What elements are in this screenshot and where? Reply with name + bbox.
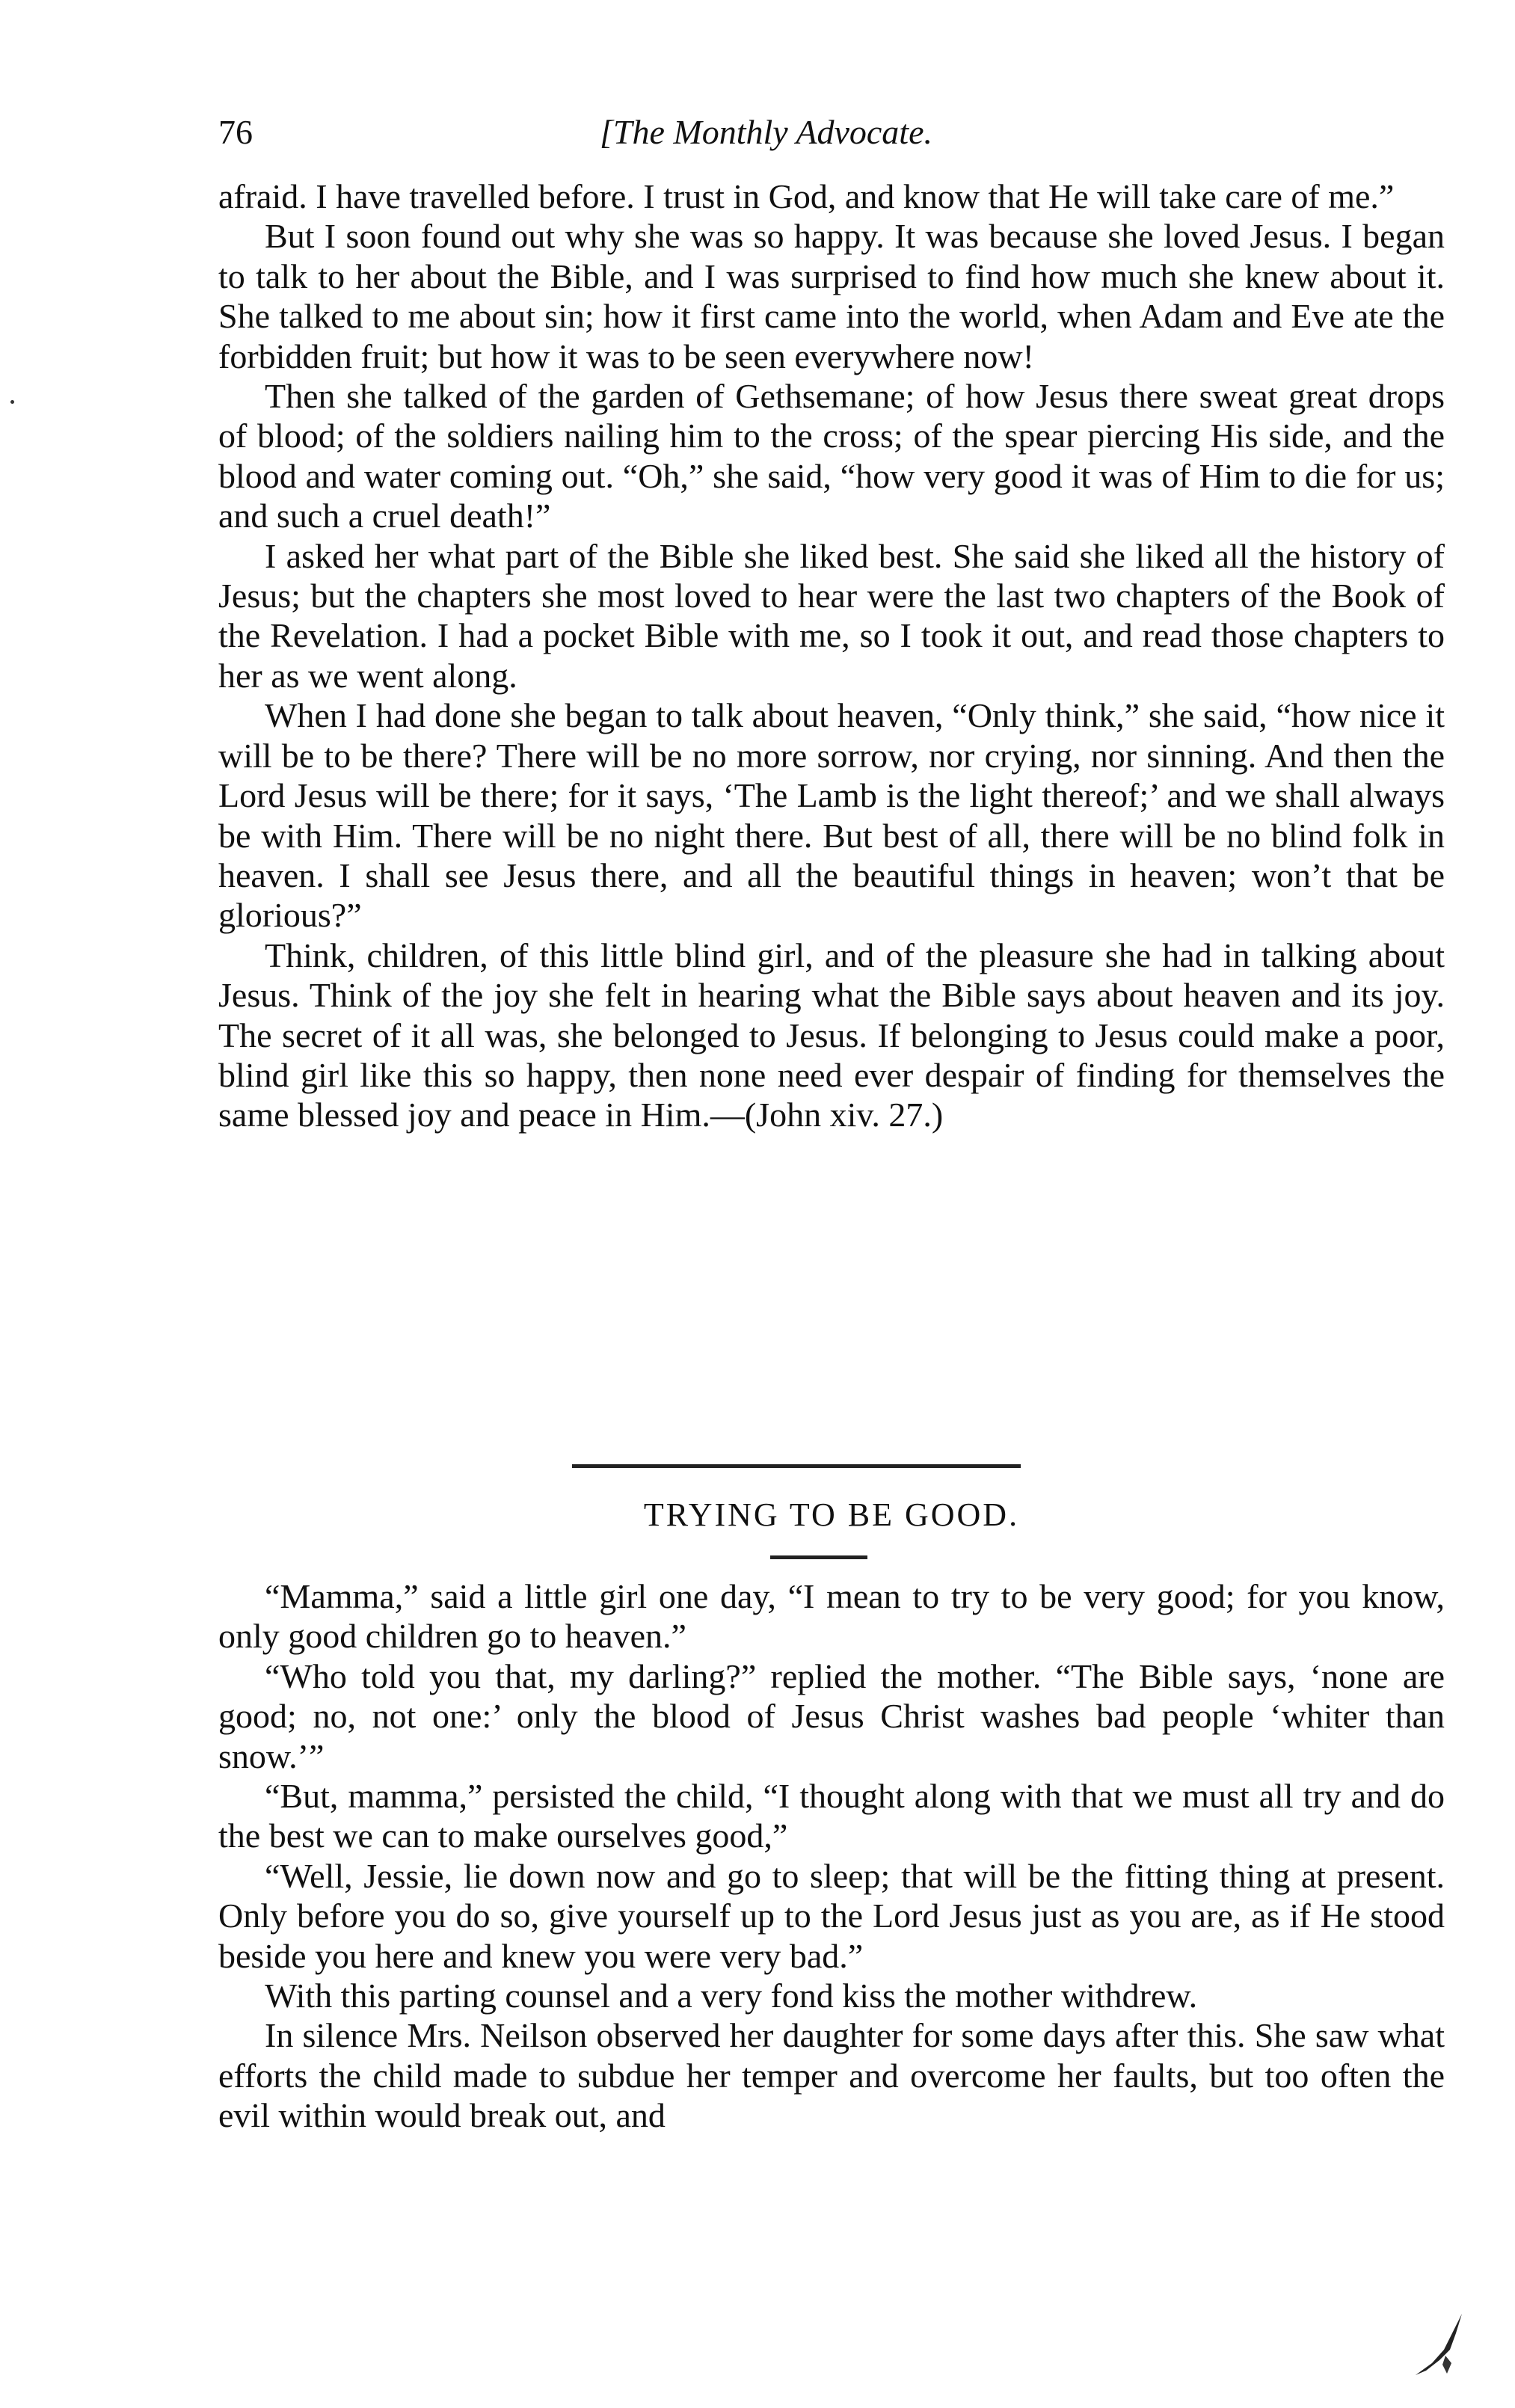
paragraph: In silence Mrs. Neilson observed her daughter for some days after this. She saw what efforts the child made to subdue her temper and overcome her faults, but too often the evil within would break out, and (218, 2016, 1445, 2135)
print-speck (10, 400, 14, 404)
paragraph: “But, mamma,” persisted the child, “I thought along with that we must all try and do the best we can to make ourselves good,” (218, 1777, 1445, 1855)
paragraph: I asked her what part of the Bible she liked best. She said she liked all the history of Jesus; but the chapters she most loved to hear were the last two chapters of the Book of the Revelation. I had a pocket Bible with me, so I took it out, and read those chapters to her as we went along. (218, 536, 1445, 695)
story-continued-text (218, 176, 1445, 1135)
article-title: TRYING TO BE GOOD. (643, 1496, 1020, 1533)
paragraph: “Well, Jessie, lie down now and go to sleep; that will be the fitting thing at present. Only before you do so, give yourself up to the Lord Jesus just as you are, as if He stood beside you here and knew you were very bad.” (218, 1856, 1445, 1975)
paragraph: “Who told you that, my darling?” replied the mother. “The Bible says, ‘none are good; no, not one:’ only the blood of Jesus Christ washes bad people ‘whiter than snow.’” (218, 1656, 1445, 1775)
paragraph: Think, children, of this little blind girl, and of the pleasure she had in talking about Jesus. Think of the joy she felt in hearing what the Bible says about heaven and its joy. The secret of it all was, she belonged to Jesus. If belonging to Jesus could make a poor, blind girl like this so happy, then none need ever despair of finding for themselves the same blessed joy and peace in Him.—(John xiv. 27.) (218, 936, 1445, 1134)
paragraph: “Mamma,” said a little girl one day, “I mean to try to be very good; for you know, only good children go to heaven.” (218, 1577, 1445, 1656)
page-number: 76 (218, 113, 253, 151)
paragraph: But I soon found out why she was so happy. It was because she loved Jesus. I began to talk to her about the Bible, and I was surprised to find how much she knew about it. She talked to me about sin; how it first came into the world, when Adam and Eve ate the forbidden fruit; but how it was to be seen everywhere now! (218, 217, 1445, 375)
paragraph: When I had done she began to talk about heaven, “Only think,” she said, “how nice it will be to be there? There will be no more sorrow, nor crying, nor sinning. And then the Lord Jesus will be there; for it says, ‘The Lamb is the light thereof;’ and we shall always be with Him. There will be no night there. But best of all, there will be no blind folk in heaven. I shall see Jesus there, and all the beautiful things in heaven; won’t that be glorious?” (218, 696, 1445, 935)
paragraph: afraid. I have travelled before. I trust in God, and know that He will take care of me.” (218, 177, 1395, 215)
title-underline (770, 1555, 867, 1559)
paragraph: Then she talked of the garden of Gethsemane; of how Jesus there sweat great drops of blood; of the soldiers nailing him to the cross; of the spear piercing His side, and the blood and water coming out. “Oh,” she said, “how very good it was of Him to die for us; and such a cruel death!” (218, 377, 1445, 535)
section-divider (572, 1464, 1021, 1468)
article-text (218, 1576, 1445, 2136)
running-header (218, 112, 1445, 157)
journal-title: [The Monthly Advocate. (600, 113, 932, 151)
printer-mark-icon (1410, 2311, 1469, 2378)
paragraph: With this parting counsel and a very fond kiss the mother withdrew. (265, 1977, 1198, 2015)
